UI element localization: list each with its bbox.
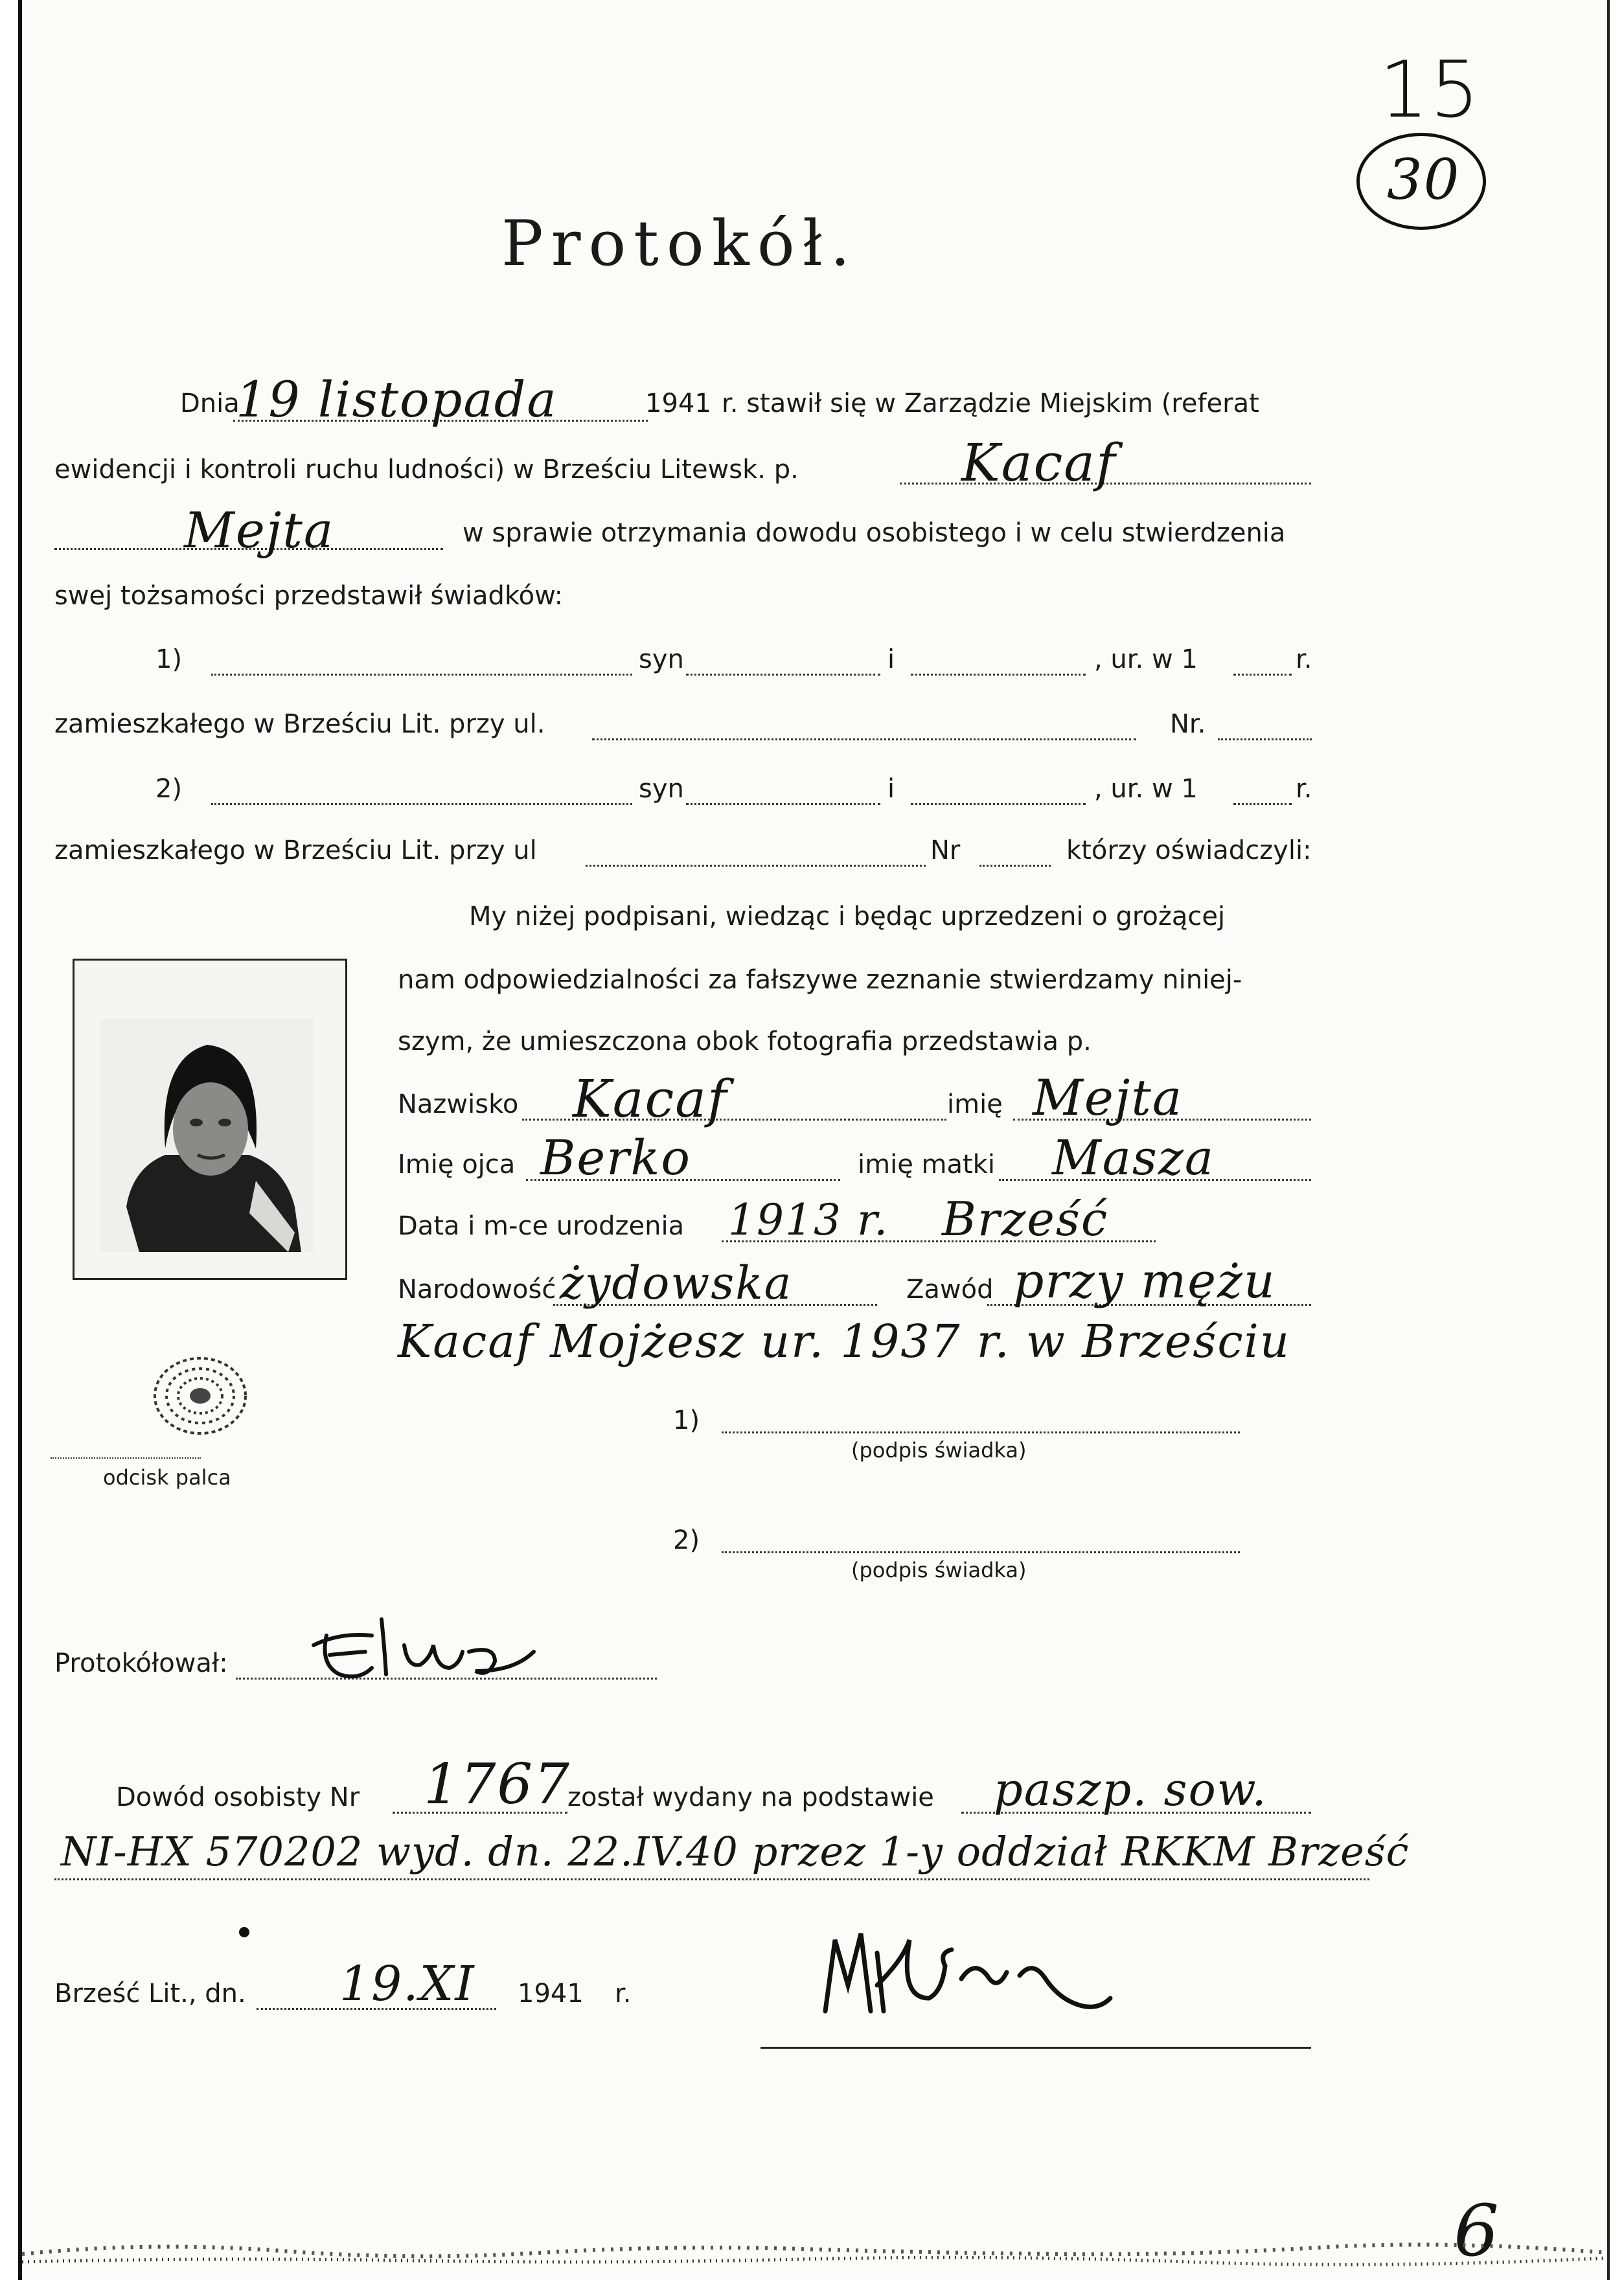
id-basis-label: został wydany na podstawie xyxy=(567,1783,934,1812)
witness1-father-line xyxy=(686,674,880,676)
occupation-value: przy mężu xyxy=(1013,1253,1276,1309)
id-basis-value: paszp. sow. xyxy=(994,1763,1268,1816)
witness2-nr: Nr xyxy=(930,836,961,865)
scan-edge-noise xyxy=(22,2228,1607,2267)
closing-place: Brześć Lit., dn. xyxy=(54,1979,246,2009)
birth-place-value: Brześć xyxy=(942,1192,1109,1246)
surname-value: Kacaf xyxy=(573,1069,728,1129)
nationality-value: żydowska xyxy=(560,1257,793,1310)
witness2-address-label: zamieszkałego w Brześciu Lit. przy ul xyxy=(54,836,537,865)
surname-label: Nazwisko xyxy=(398,1089,519,1119)
witness1-nr-line xyxy=(1218,738,1312,740)
father-value: Berko xyxy=(540,1130,691,1186)
line4-text: swej tożsamości przedstawił świadków: xyxy=(54,581,564,611)
line2-text: ewidencji i kontroli ruchu ludności) w Brześciu Litewsk. p. xyxy=(54,455,799,484)
protocol-document-page xyxy=(18,0,1610,2280)
witness2-address-line xyxy=(586,865,926,867)
id-number-value: 1767 xyxy=(424,1752,571,1817)
portrait-photo xyxy=(100,1019,314,1252)
ink-dot xyxy=(239,1927,249,1937)
date-value: 19 listopada xyxy=(236,370,558,428)
witness2-number: 2) xyxy=(155,774,183,804)
child-note: Kacaf Mojżesz ur. 1937 r. w Brześciu xyxy=(398,1315,1291,1368)
witness2-name-line xyxy=(211,803,632,805)
closing-year: 1941 xyxy=(518,1979,584,2009)
witness1-nr: Nr. xyxy=(1170,709,1206,739)
occupation-label: Zawód xyxy=(906,1275,994,1305)
father-label: Imię ojca xyxy=(398,1150,516,1180)
protocol-signature xyxy=(301,1606,560,1704)
witness2-year-line xyxy=(1233,803,1292,805)
first-name-label: imię xyxy=(947,1089,1003,1119)
witness1-address-label: zamieszkałego w Brześciu Lit. przy ul. xyxy=(54,709,545,739)
birth-label: Data i m-ce urodzenia xyxy=(398,1211,685,1241)
witness2-nr-line xyxy=(979,865,1051,867)
sig1-number: 1) xyxy=(673,1406,700,1435)
nationality-label: Narodowość xyxy=(398,1275,556,1305)
witness2-mother-line xyxy=(911,803,1086,805)
statement-line2: nam odpowiedzialności za fałszywe zeznanie stwierdzamy niniej- xyxy=(398,965,1242,995)
witness1-i: i xyxy=(887,644,895,674)
ktorzy-oswiadczyli: którzy oświadczyli: xyxy=(1066,836,1312,865)
statement-line1: My niżej podpisani, wiedząc i będąc uprzedzeni o grożącej xyxy=(469,902,1226,931)
witness1-address-line xyxy=(592,738,1136,740)
id-details-value: NI-HX 570202 wyd. dn. 22.IV.40 przez 1-y oddział RKKM Brześć xyxy=(61,1828,1410,1875)
mother-label: imię matki xyxy=(858,1150,995,1180)
first-name-written: Mejta xyxy=(184,501,335,559)
witness1-year-line xyxy=(1233,674,1292,676)
sig1-line xyxy=(722,1431,1240,1433)
first-name-value: Mejta xyxy=(1033,1069,1184,1126)
witness1-born: , ur. w 1 xyxy=(1094,644,1198,674)
sig2-line xyxy=(722,1551,1240,1553)
protocol-label: Protokółował: xyxy=(54,1648,228,1678)
year-1941: 1941 xyxy=(645,389,711,418)
sig2-caption: (podpis świadka) xyxy=(851,1558,1027,1582)
corner-mark: 6 xyxy=(1454,2189,1500,2272)
official-signature-line xyxy=(761,2047,1311,2049)
page-number-mark: 15 xyxy=(1379,45,1481,135)
thumbprint-caption: odcisk palca xyxy=(103,1465,231,1490)
sig2-number: 2) xyxy=(673,1525,700,1555)
witness2-i: i xyxy=(887,774,895,804)
witness1-syn: syn xyxy=(639,644,684,674)
id-label: Dowód osobisty Nr xyxy=(116,1783,360,1812)
thumbprint-line xyxy=(51,1457,201,1459)
witness2-born: , ur. w 1 xyxy=(1094,774,1198,804)
witness2-r: r. xyxy=(1296,774,1312,804)
closing-r: r. xyxy=(615,1979,632,2009)
witness2-syn: syn xyxy=(639,774,684,804)
photo-frame xyxy=(73,959,347,1280)
document-title: Protokół. xyxy=(501,207,858,280)
line1-text: r. stawił się w Zarządzie Miejskim (referat xyxy=(722,389,1259,418)
statement-line3: szym, że umieszczona obok fotografia przedstawia p. xyxy=(398,1027,1092,1056)
witness1-number: 1) xyxy=(155,644,183,674)
surname-written: Kacaf xyxy=(961,433,1117,493)
id-details-line xyxy=(54,1878,1369,1880)
dnia-label: Dnia xyxy=(180,389,240,418)
thumbprint xyxy=(139,1347,262,1444)
line3-text: w sprawie otrzymania dowodu osobistego i w celu stwierdzenia xyxy=(463,518,1286,548)
folio-number: 30 xyxy=(1387,148,1461,212)
birth-year-value: 1913 r. xyxy=(728,1195,889,1245)
witness1-r: r. xyxy=(1296,644,1312,674)
closing-date-value: 19.XI xyxy=(339,1956,475,2012)
mother-value: Masza xyxy=(1052,1130,1215,1186)
witness1-name-line xyxy=(211,674,632,676)
witness2-father-line xyxy=(686,803,880,805)
circled-folio-mark xyxy=(1356,133,1486,230)
witness1-mother-line xyxy=(911,674,1086,676)
sig1-caption: (podpis świadka) xyxy=(851,1438,1027,1463)
official-signature xyxy=(812,1914,1123,2044)
